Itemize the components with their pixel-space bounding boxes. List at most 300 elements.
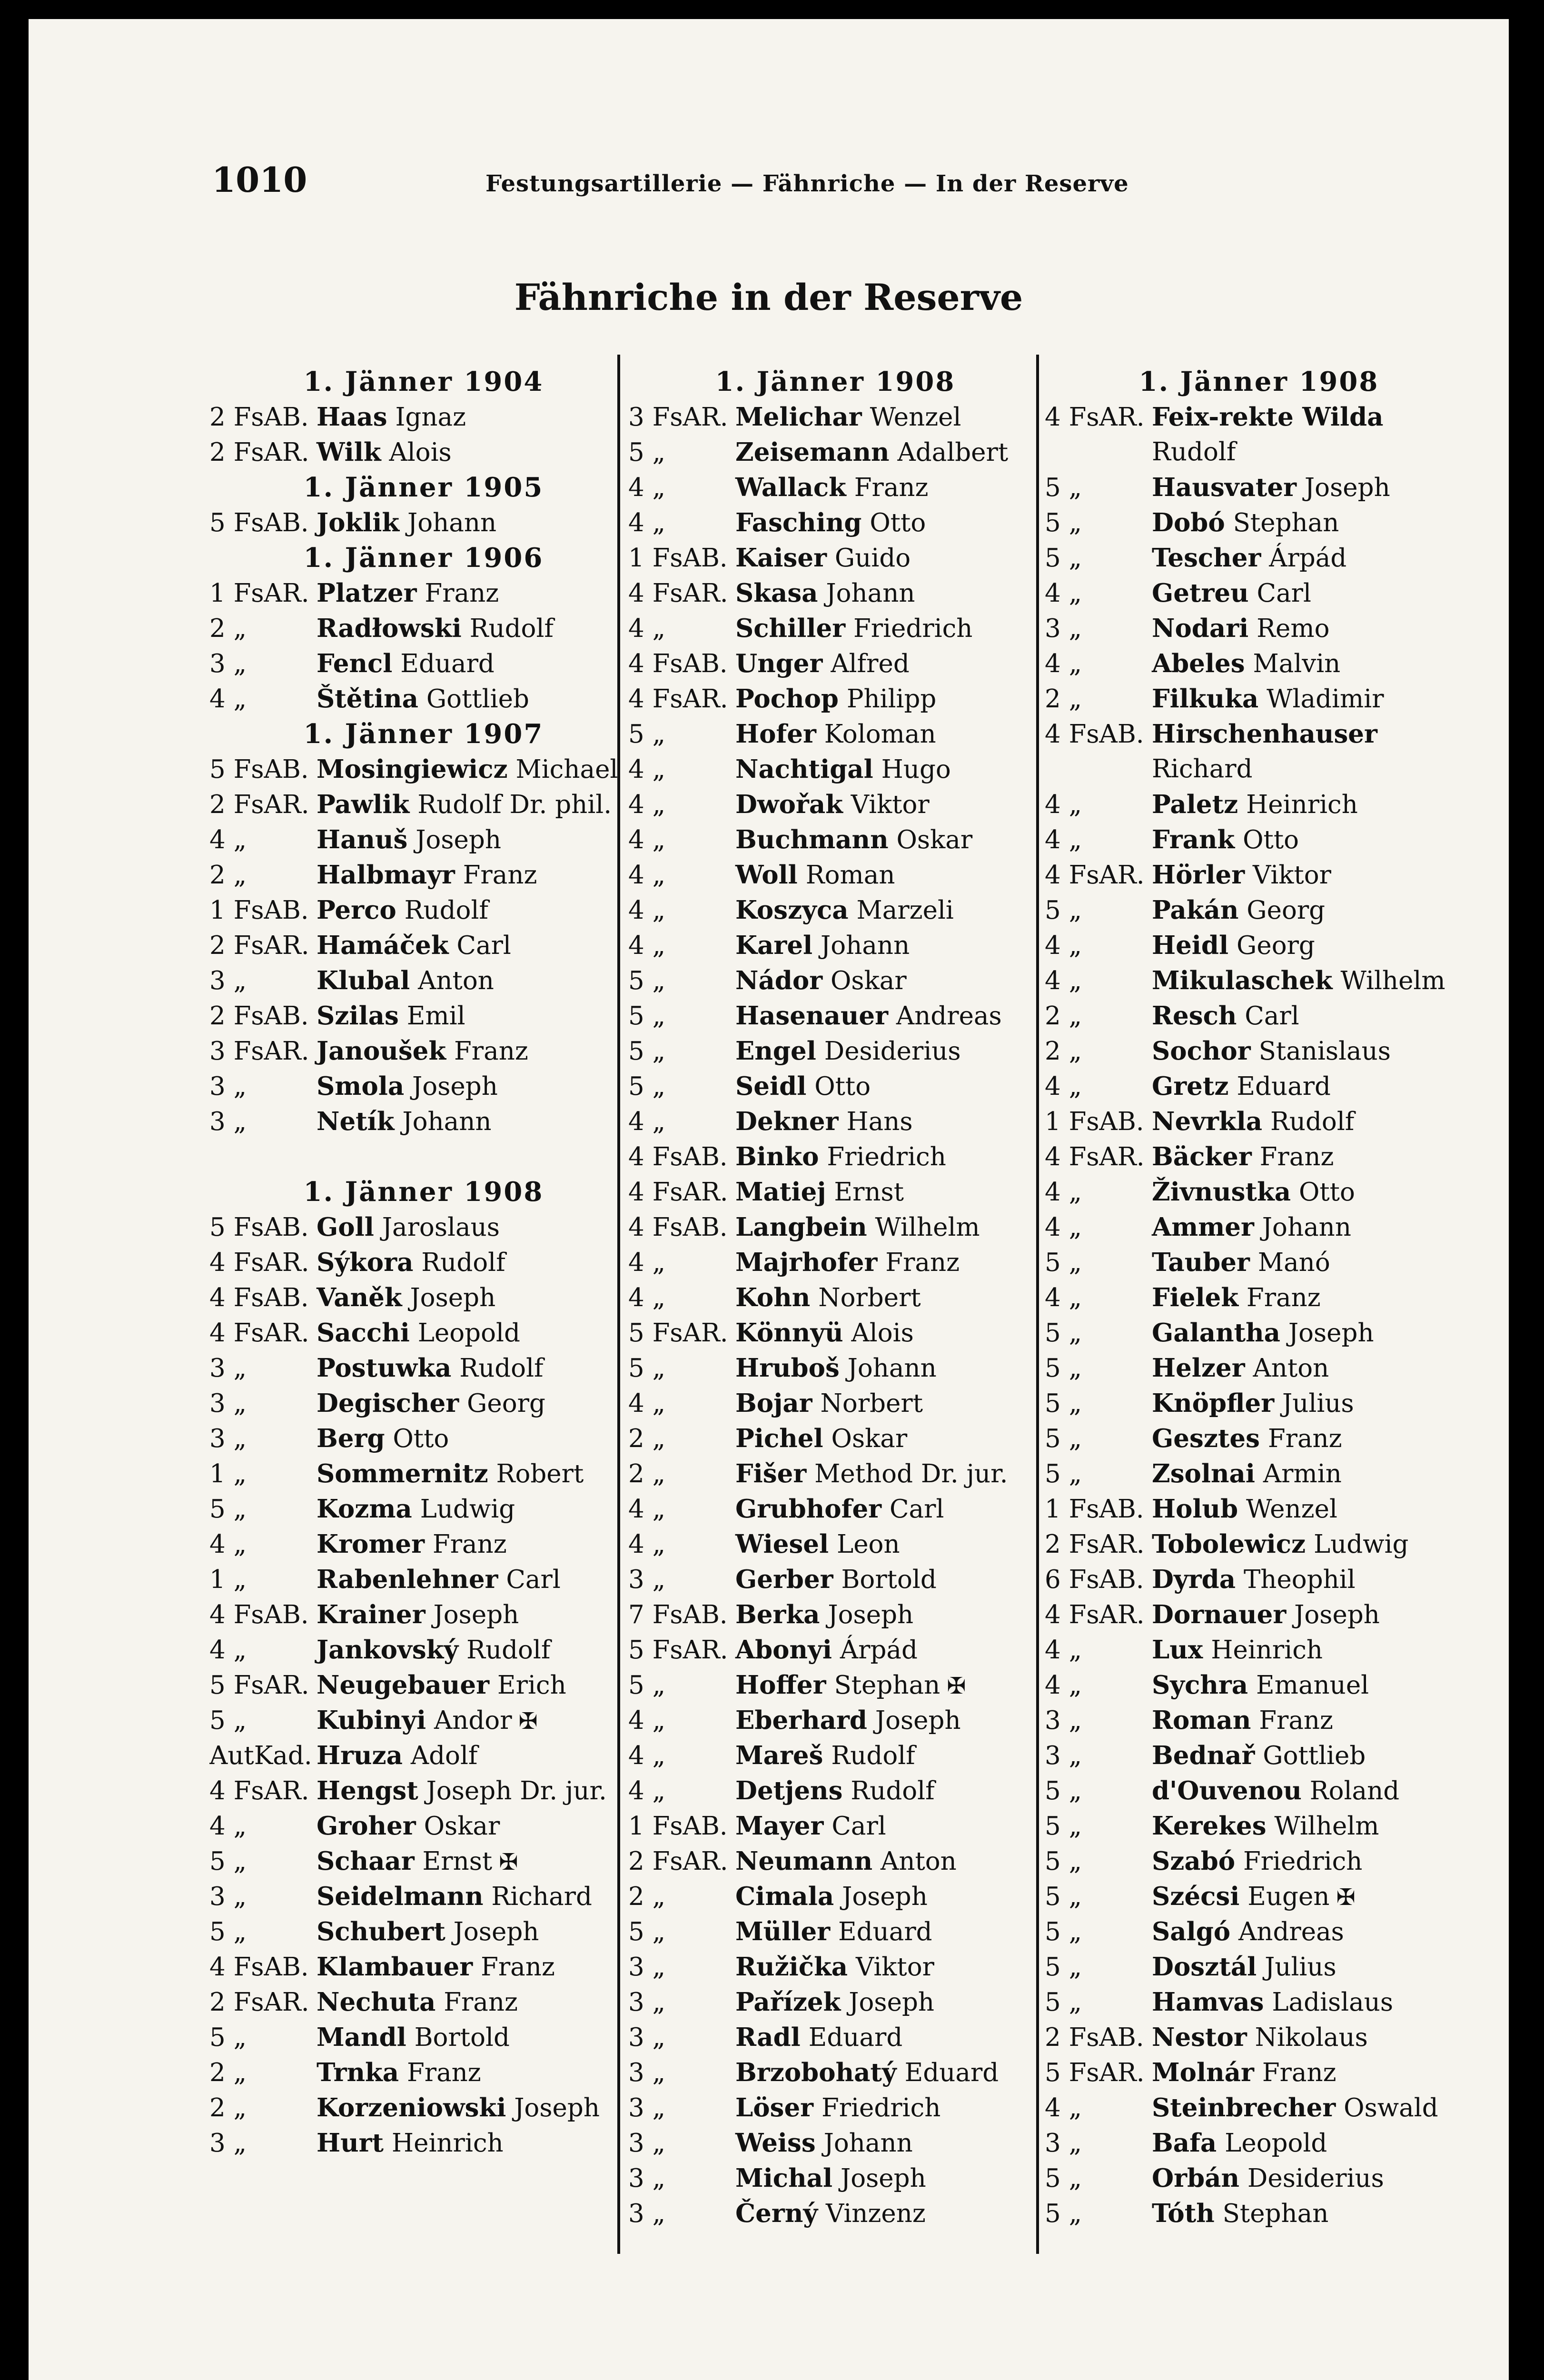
surname: Löser bbox=[735, 2093, 814, 2122]
surname: Hofer bbox=[735, 719, 816, 749]
roster-entry bbox=[209, 1033, 638, 1069]
unit-label: 4 FsAR. bbox=[1045, 1600, 1145, 1629]
roster-entry bbox=[209, 1949, 638, 1984]
given-name: Theophil bbox=[1243, 1565, 1356, 1594]
page-title: Fähnriche in der Reserve bbox=[514, 276, 1023, 318]
roster-entry bbox=[209, 1280, 638, 1315]
unit-label: 2 FsAB. bbox=[1045, 2023, 1144, 2052]
given-name: Johann bbox=[402, 1107, 492, 1136]
surname: Feix-rekte Wilda bbox=[1152, 402, 1384, 432]
person-name bbox=[1152, 1667, 1369, 1703]
surname: Pakán bbox=[1152, 895, 1239, 925]
person-name bbox=[317, 2055, 481, 2090]
unit-label: 5 „ bbox=[1045, 1953, 1082, 1982]
given-name: Johann bbox=[407, 508, 497, 537]
surname: Nádor bbox=[735, 966, 823, 995]
given-name: Franz bbox=[854, 473, 929, 502]
given-name: Friedrich bbox=[821, 2093, 941, 2122]
unit-label: 5 „ bbox=[1045, 1988, 1082, 2017]
surname: Nechuta bbox=[317, 1987, 436, 2017]
given-name: Joseph bbox=[412, 1072, 498, 1101]
surname: Platzer bbox=[317, 578, 417, 608]
name-continuation: Rudolf bbox=[1152, 437, 1236, 466]
roster-entry bbox=[209, 998, 638, 1033]
given-name: Eduard bbox=[400, 649, 495, 678]
roster-entry bbox=[1045, 2125, 1473, 2161]
surname: Hamvas bbox=[1152, 1987, 1264, 2017]
person-name bbox=[1152, 928, 1315, 963]
person-name bbox=[735, 2090, 940, 2125]
surname: Dwořak bbox=[735, 790, 843, 819]
person-name bbox=[735, 1914, 932, 1949]
surname: Perco bbox=[317, 895, 396, 925]
unit-label: 7 FsAB. bbox=[628, 1600, 728, 1629]
unit-label: 5 FsAB. bbox=[209, 1213, 309, 1242]
person-name bbox=[317, 1597, 519, 1632]
person-name bbox=[735, 2196, 926, 2231]
person-name bbox=[735, 1879, 928, 1914]
roster-entry bbox=[1045, 681, 1473, 716]
person-name bbox=[1152, 1984, 1393, 2020]
unit-label: 3 FsAR. bbox=[209, 1037, 309, 1066]
unit-label: 4 „ bbox=[628, 896, 666, 925]
unit-label: 5 „ bbox=[628, 1072, 666, 1101]
date-heading: 1. Jänner 1907 bbox=[303, 718, 544, 750]
surname: Smola bbox=[317, 1071, 405, 1101]
roster-entry bbox=[628, 857, 1042, 892]
decoration-cross-icon: ✠ bbox=[499, 1849, 518, 1875]
roster-entry bbox=[209, 1914, 638, 1949]
unit-label: 2 „ bbox=[628, 1459, 666, 1488]
person-name bbox=[1152, 1033, 1391, 1069]
surname: Neumann bbox=[735, 1846, 873, 1876]
given-name: Otto bbox=[870, 508, 926, 537]
roster-entry bbox=[628, 1456, 1042, 1491]
roster-entry bbox=[1045, 963, 1473, 998]
person-name bbox=[735, 681, 936, 716]
given-name: Hugo bbox=[881, 755, 951, 784]
roster-entry bbox=[628, 2090, 1042, 2125]
person-name bbox=[1152, 1632, 1323, 1667]
given-name: Roland bbox=[1309, 1776, 1400, 1805]
person-name bbox=[317, 2020, 510, 2055]
unit-label: 2 „ bbox=[628, 1424, 666, 1453]
surname: Michal bbox=[735, 2163, 833, 2193]
given-name: Joseph bbox=[410, 1283, 496, 1312]
person-name bbox=[735, 1738, 915, 1773]
surname: Salgó bbox=[1152, 1917, 1231, 1946]
unit-label: 3 „ bbox=[1045, 614, 1082, 643]
given-name: Ignaz bbox=[395, 403, 466, 432]
unit-label: 3 „ bbox=[209, 1389, 247, 1418]
given-name: Joseph bbox=[842, 1882, 928, 1911]
person-name bbox=[317, 1386, 545, 1421]
given-name: Joseph bbox=[453, 1917, 539, 1946]
roster-entry bbox=[628, 2161, 1042, 2196]
given-name: Franz bbox=[1262, 2058, 1336, 2087]
given-name: Leopold bbox=[1225, 2129, 1327, 2158]
unit-label: 5 „ bbox=[628, 1002, 666, 1031]
roster-entry bbox=[1045, 1808, 1473, 1844]
person-name bbox=[317, 1667, 566, 1703]
given-name: Franz bbox=[454, 1037, 528, 1066]
given-name: Richard bbox=[491, 1882, 592, 1911]
roster-entry bbox=[209, 1210, 638, 1245]
surname: Pichel bbox=[735, 1424, 823, 1453]
unit-label: 4 FsAB. bbox=[209, 1600, 309, 1629]
person-name bbox=[1152, 822, 1299, 857]
roster-entry bbox=[1045, 1914, 1473, 1949]
roster-entry bbox=[1045, 1773, 1473, 1808]
running-head: Festungsartillerie — Fähnriche — In der Reserve bbox=[485, 170, 1129, 197]
unit-label: 1 FsAB. bbox=[628, 1812, 728, 1841]
person-name bbox=[735, 1315, 914, 1350]
given-name: Leopold bbox=[417, 1319, 520, 1348]
given-name: Otto bbox=[1298, 1178, 1355, 1207]
unit-label: 3 „ bbox=[209, 1354, 247, 1383]
person-name bbox=[317, 1210, 500, 1245]
person-name bbox=[317, 1808, 500, 1844]
unit-label: 4 FsAR. bbox=[209, 1776, 309, 1805]
surname: Kohn bbox=[735, 1283, 811, 1312]
surname: Sochor bbox=[1152, 1036, 1251, 1066]
given-name: Joseph bbox=[1294, 1600, 1380, 1629]
roster-entry bbox=[1045, 1984, 1473, 2020]
given-name: Franz bbox=[885, 1248, 960, 1277]
unit-label: 4 FsAR. bbox=[628, 684, 728, 714]
surname: Hausvater bbox=[1152, 473, 1297, 502]
unit-label: 5 „ bbox=[1045, 1917, 1082, 1946]
person-name bbox=[317, 1315, 520, 1350]
surname: Neugebauer bbox=[317, 1670, 490, 1700]
roster-entry bbox=[209, 1350, 638, 1386]
surname: Karel bbox=[735, 931, 813, 960]
given-name: Eduard bbox=[1237, 1072, 1331, 1101]
roster-entry bbox=[1045, 822, 1473, 857]
person-name bbox=[735, 2125, 913, 2161]
person-name bbox=[1152, 1386, 1354, 1421]
unit-label: 4 „ bbox=[1045, 649, 1082, 678]
roster-entry bbox=[628, 1703, 1042, 1738]
given-name: Wenzel bbox=[1246, 1495, 1337, 1524]
unit-label: 4 FsAR. bbox=[209, 1248, 309, 1277]
roster-entry bbox=[209, 1597, 638, 1632]
name-continuation: Richard bbox=[1152, 754, 1253, 783]
surname: Resch bbox=[1152, 1001, 1237, 1031]
roster-entry bbox=[1045, 716, 1473, 752]
roster-entry bbox=[628, 399, 1042, 435]
given-name: Andor bbox=[434, 1706, 512, 1735]
surname: Binko bbox=[735, 1142, 819, 1171]
unit-label: 4 „ bbox=[1045, 790, 1082, 819]
person-name bbox=[317, 399, 466, 435]
given-name: Rudolf Dr. phil. bbox=[417, 790, 612, 819]
unit-label: 4 FsAR. bbox=[628, 579, 728, 608]
given-name: Johann bbox=[821, 931, 910, 960]
roster-entry bbox=[628, 1597, 1042, 1632]
unit-label: 4 „ bbox=[1045, 1072, 1082, 1101]
person-name bbox=[1152, 575, 1311, 611]
person-name bbox=[317, 892, 488, 928]
surname: Molnár bbox=[1152, 2058, 1254, 2087]
date-heading: 1. Jänner 1904 bbox=[303, 366, 544, 397]
surname: Cimala bbox=[735, 1882, 834, 1911]
surname: Haas bbox=[317, 402, 387, 432]
person-name bbox=[317, 1703, 538, 1738]
roster-entry bbox=[1045, 399, 1473, 435]
given-name: Wenzel bbox=[870, 403, 961, 432]
person-name bbox=[1152, 1597, 1380, 1632]
surname: Tóth bbox=[1152, 2199, 1215, 2228]
person-name bbox=[1152, 1456, 1342, 1491]
surname: Mareš bbox=[735, 1741, 823, 1770]
unit-label: 5 „ bbox=[628, 1354, 666, 1383]
person-name bbox=[735, 1597, 913, 1632]
unit-label: 4 „ bbox=[1045, 1283, 1082, 1312]
surname: Holub bbox=[1152, 1494, 1238, 1524]
surname: Majrhofer bbox=[735, 1248, 878, 1277]
given-name: Rudolf bbox=[851, 1776, 935, 1805]
unit-label: 4 FsAR. bbox=[209, 1319, 309, 1348]
surname: Wiesel bbox=[735, 1529, 829, 1559]
unit-label: 4 „ bbox=[209, 1812, 247, 1841]
person-name bbox=[317, 1879, 592, 1914]
surname: Könnyü bbox=[735, 1318, 843, 1348]
person-name bbox=[735, 1632, 918, 1667]
surname: Vaněk bbox=[317, 1283, 402, 1312]
given-name: Eduard bbox=[904, 2058, 999, 2087]
given-name: Method Dr. jur. bbox=[814, 1459, 1008, 1488]
person-name bbox=[317, 1844, 518, 1879]
roster-entry bbox=[209, 1773, 638, 1808]
given-name: Johann bbox=[1262, 1213, 1351, 1242]
unit-label: 3 „ bbox=[209, 649, 247, 678]
unit-label: 2 „ bbox=[1045, 1002, 1082, 1031]
surname: Szilas bbox=[317, 1001, 399, 1031]
given-name: Ernst bbox=[834, 1178, 904, 1207]
surname: Joklik bbox=[317, 508, 400, 537]
unit-label: 4 „ bbox=[628, 473, 666, 502]
roster-entry bbox=[1045, 470, 1473, 505]
person-name bbox=[735, 1667, 966, 1703]
roster-entry bbox=[1045, 1033, 1473, 1069]
person-name bbox=[317, 928, 511, 963]
given-name: Stephan bbox=[1222, 2199, 1329, 2228]
unit-label: 5 „ bbox=[1045, 1812, 1082, 1841]
surname: Degischer bbox=[317, 1388, 459, 1418]
surname: Szabó bbox=[1152, 1846, 1236, 1876]
surname: Ammer bbox=[1152, 1212, 1254, 1242]
given-name: Johann bbox=[823, 2129, 913, 2158]
unit-label: 4 FsAR. bbox=[1045, 403, 1145, 432]
person-name bbox=[1152, 505, 1339, 540]
unit-label: 3 „ bbox=[628, 2199, 666, 2228]
unit-label: 4 FsAR. bbox=[628, 1178, 728, 1207]
given-name: Georg bbox=[1236, 931, 1315, 960]
unit-label: 5 „ bbox=[1045, 1847, 1082, 1876]
person-name bbox=[1152, 1491, 1337, 1527]
roster-entry bbox=[1045, 646, 1473, 681]
surname: Kozma bbox=[317, 1494, 412, 1524]
roster-entry bbox=[628, 1667, 1042, 1703]
unit-label: 3 „ bbox=[209, 1424, 247, 1453]
given-name: Rudolf bbox=[459, 1354, 544, 1383]
date-heading: 1. Jänner 1905 bbox=[303, 472, 544, 503]
person-name bbox=[735, 1104, 913, 1139]
date-heading: 1. Jänner 1908 bbox=[715, 366, 956, 397]
roster-entry bbox=[1045, 1386, 1473, 1421]
surname: Zsolnai bbox=[1152, 1459, 1256, 1488]
surname: Pawlik bbox=[317, 790, 410, 819]
unit-label: 4 „ bbox=[209, 1530, 247, 1559]
given-name: Manó bbox=[1257, 1248, 1330, 1277]
person-name bbox=[317, 1350, 544, 1386]
given-name: Erich bbox=[497, 1671, 566, 1700]
unit-label: 4 „ bbox=[1045, 1636, 1082, 1665]
given-name: Alfred bbox=[831, 649, 910, 678]
given-name: Philipp bbox=[846, 684, 937, 714]
surname: Fencl bbox=[317, 649, 393, 678]
roster-entry bbox=[209, 787, 638, 822]
surname: Fasching bbox=[735, 508, 862, 537]
unit-label: 1 FsAB. bbox=[1045, 1107, 1144, 1136]
person-name bbox=[317, 505, 496, 540]
given-name: Oskar bbox=[831, 1424, 908, 1453]
surname: Halbmayr bbox=[317, 860, 455, 890]
given-name: Joseph bbox=[416, 825, 501, 854]
unit-label: 5 „ bbox=[628, 1917, 666, 1946]
person-name bbox=[735, 1210, 980, 1245]
person-name bbox=[317, 1245, 505, 1280]
person-name bbox=[735, 611, 972, 646]
surname: Ružička bbox=[735, 1952, 848, 1982]
person-name bbox=[317, 2090, 600, 2125]
given-name: Rudolf bbox=[469, 614, 554, 643]
person-name bbox=[735, 1033, 961, 1069]
surname: Sychra bbox=[1152, 1670, 1248, 1700]
person-name bbox=[1152, 1350, 1329, 1386]
unit-label: 4 „ bbox=[1045, 1671, 1082, 1700]
given-name: Carl bbox=[1257, 579, 1311, 608]
roster-entry bbox=[628, 505, 1042, 540]
unit-label: 1 FsAR. bbox=[209, 579, 309, 608]
person-name bbox=[317, 1421, 449, 1456]
unit-label: 3 „ bbox=[628, 2093, 666, 2122]
surname: Dobó bbox=[1152, 508, 1225, 537]
given-name: Nikolaus bbox=[1255, 2023, 1368, 2052]
person-name bbox=[317, 611, 554, 646]
unit-label: 5 „ bbox=[209, 1847, 247, 1876]
given-name: Hans bbox=[846, 1107, 913, 1136]
roster-entry bbox=[628, 1562, 1042, 1597]
unit-label: 5 „ bbox=[1045, 1389, 1082, 1418]
roster-entry bbox=[628, 1984, 1042, 2020]
person-name bbox=[1152, 2090, 1438, 2125]
person-name bbox=[735, 1491, 944, 1527]
unit-label: 4 „ bbox=[628, 1776, 666, 1805]
roster-entry bbox=[628, 1527, 1042, 1562]
given-name: Joseph bbox=[840, 2164, 926, 2193]
surname: Korzeniowski bbox=[317, 2093, 506, 2122]
given-name: Joseph bbox=[849, 1988, 935, 2017]
decoration-cross-icon: ✠ bbox=[1336, 1884, 1356, 1911]
roster-entry bbox=[1045, 787, 1473, 822]
given-name: Joseph bbox=[433, 1600, 519, 1629]
unit-label: 4 FsAR. bbox=[1045, 861, 1145, 890]
person-name bbox=[1152, 611, 1330, 646]
roster-entry bbox=[628, 822, 1042, 857]
surname: Dyrda bbox=[1152, 1565, 1236, 1594]
given-name: Joseph bbox=[1288, 1319, 1374, 1348]
unit-label: 1 FsAB. bbox=[628, 544, 728, 573]
roster-entry bbox=[1045, 2090, 1473, 2125]
roster-entry bbox=[1045, 611, 1473, 646]
given-name: Emil bbox=[406, 1002, 465, 1031]
surname: Mayer bbox=[735, 1811, 824, 1841]
roster-entry bbox=[209, 1738, 638, 1773]
unit-label: 5 „ bbox=[1045, 1776, 1082, 1805]
person-name bbox=[317, 998, 465, 1033]
person-name bbox=[317, 1491, 515, 1527]
roster-entry bbox=[209, 1245, 638, 1280]
surname: Klubal bbox=[317, 966, 410, 995]
person-name bbox=[317, 752, 618, 787]
person-name bbox=[735, 1280, 921, 1315]
roster-entry bbox=[1045, 998, 1473, 1033]
surname: Hoffer bbox=[735, 1670, 826, 1700]
roster-entry bbox=[1045, 1879, 1473, 1914]
unit-label: 5 „ bbox=[1045, 2199, 1082, 2228]
person-name bbox=[317, 1562, 561, 1597]
given-name: Árpád bbox=[840, 1636, 918, 1665]
unit-label: 5 „ bbox=[209, 1917, 247, 1946]
given-name: Rudolf bbox=[466, 1636, 551, 1665]
roster-entry bbox=[628, 435, 1042, 470]
roster-entry bbox=[209, 505, 638, 540]
roster-entry bbox=[628, 540, 1042, 575]
roster-entry bbox=[1045, 540, 1473, 575]
surname: Engel bbox=[735, 1036, 816, 1066]
given-name: Wladimir bbox=[1267, 684, 1384, 714]
given-name: Julius bbox=[1265, 1953, 1336, 1982]
person-name bbox=[735, 1350, 937, 1386]
unit-label: 4 „ bbox=[628, 614, 666, 643]
person-name bbox=[735, 1527, 900, 1562]
unit-label: 5 „ bbox=[1045, 1248, 1082, 1277]
roster-entry bbox=[1045, 1491, 1473, 1527]
surname: Postuwka bbox=[317, 1353, 452, 1383]
unit-label: 3 „ bbox=[209, 1882, 247, 1911]
unit-label: 5 „ bbox=[209, 1706, 247, 1735]
surname: Kromer bbox=[317, 1529, 425, 1559]
roster-entry bbox=[1045, 1280, 1473, 1315]
person-name bbox=[735, 470, 928, 505]
surname: Živnustka bbox=[1152, 1177, 1291, 1207]
unit-label: 5 „ bbox=[1045, 1882, 1082, 1911]
person-name bbox=[735, 1703, 961, 1738]
unit-label: 5 „ bbox=[1045, 896, 1082, 925]
given-name: Michael bbox=[515, 755, 618, 784]
person-name bbox=[1152, 540, 1346, 575]
surname: Rabenlehner bbox=[317, 1565, 498, 1594]
surname: Jankovský bbox=[317, 1635, 459, 1665]
unit-label: 2 FsAB. bbox=[209, 403, 309, 432]
person-name bbox=[1152, 1703, 1333, 1738]
unit-label: 5 „ bbox=[1045, 508, 1082, 537]
person-name bbox=[1152, 1421, 1342, 1456]
roster-entry bbox=[628, 1315, 1042, 1350]
unit-label: 3 „ bbox=[1045, 1706, 1082, 1735]
